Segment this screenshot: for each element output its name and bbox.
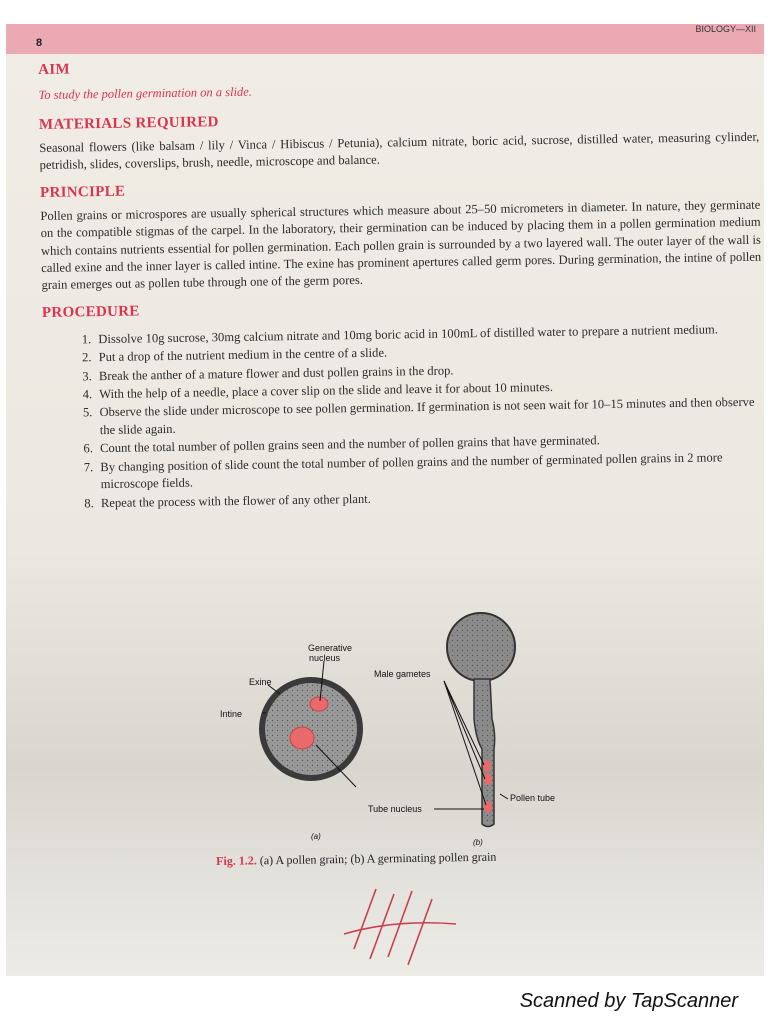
- label-male-gametes: Male gametes: [374, 669, 431, 679]
- generative-nucleus: [310, 697, 328, 711]
- caption-fig-number: Fig. 1.2.: [216, 853, 257, 868]
- procedure-steps: [42, 321, 764, 513]
- figure-caption: [216, 850, 496, 869]
- caption-text: (a) A pollen grain; (b) A germinating pollen grain: [259, 849, 497, 868]
- procedure-step: 6. Count the total number of pollen grains seen and the number of pollen grains that have germinated.: [96, 430, 764, 458]
- pen-tick-marks: [336, 879, 476, 969]
- label-pollen-tube: Pollen tube: [510, 793, 556, 803]
- materials-heading: MATERIALS REQUIRED: [38, 114, 219, 133]
- label-part-b: (b): [473, 838, 483, 847]
- aim-heading: AIM: [38, 61, 70, 78]
- procedure-step: 3. Break the anther of a mature flower and dust pollen grains in the drop.: [95, 357, 763, 385]
- germinating-grain-texture: [449, 615, 513, 679]
- pollen-cytoplasm: [265, 683, 357, 775]
- aim-text: To study the pollen germination on a slide.: [38, 84, 253, 102]
- scanner-watermark: Scanned by TapScanner: [519, 990, 738, 1012]
- label-exine: Exine: [249, 677, 272, 687]
- book-page: [6, 24, 764, 976]
- running-head: BIOLOGY—XII: [695, 24, 756, 34]
- label-intine: Intine: [220, 709, 243, 719]
- procedure-step: 5. Observe the slide under microscope to see pollen germination. If germination is not seen wait for 10–15 minutes and then observe the slide again.: [95, 394, 763, 439]
- procedure-step: 8. Repeat the process with the flower of any other plant.: [97, 484, 764, 512]
- label-generative-nucleus: Generative: [308, 643, 353, 653]
- label-generative-nucleus-2: nucleus: [309, 653, 341, 663]
- tube-nucleus-a: [290, 727, 314, 749]
- principle-text: Pollen grains or microspores are usually spherical structures which measure about 25–50 micrometers in diameter. In nature, they germinate on the compatible stigmas of the carpel. In the laboratory, their germination can be induced by placing them in a pollen germination medium which contains nutrients essential for pollen germination. Each pollen grain is surrounded by a two layered wall. The outer layer of the wall is called exine and the inner layer is called intine. The exine has prominent apertures called germ pores. During germination, the intine of pollen grain emerges out as pollen tube through one of the germ pores.: [40, 197, 762, 293]
- male-gamete-2: [484, 773, 492, 785]
- label-tube-nucleus: Tube nucleus: [368, 804, 422, 814]
- materials-text: Seasonal flowers (like balsam / lily / Vinca / Hibiscus / Petunia), calcium nitrate, boric acid, sucrose, distilled water, measuring cylinder, petridish, slides, coverslips, brush, needle, microscope and balance.: [39, 129, 760, 173]
- procedure-step: 2. Put a drop of the nutrient medium in the centre of a slide.: [95, 339, 763, 367]
- page-number: 8: [36, 37, 43, 49]
- procedure-heading: PROCEDURE: [41, 303, 140, 321]
- page-content: [38, 51, 764, 514]
- procedure-step: 4. With the help of a needle, place a cover slip on the slide and leave it for about 10 minutes.: [95, 376, 763, 404]
- procedure-step: 7. By changing position of slide count the total number of pollen grains and the number of germinated pollen grains in 2 more microscope fields.: [96, 448, 764, 493]
- male-gamete-1: [483, 760, 491, 772]
- label-part-a: (a): [311, 832, 321, 841]
- pollen-figure: [206, 609, 586, 859]
- procedure-step: 1. Dissolve 10g sucrose, 30mg calcium nitrate and 10mg boric acid in 100mL of distilled water to prepare a nutrient medium.: [94, 321, 762, 349]
- principle-heading: PRINCIPLE: [39, 183, 126, 201]
- page-header-band: [6, 24, 764, 54]
